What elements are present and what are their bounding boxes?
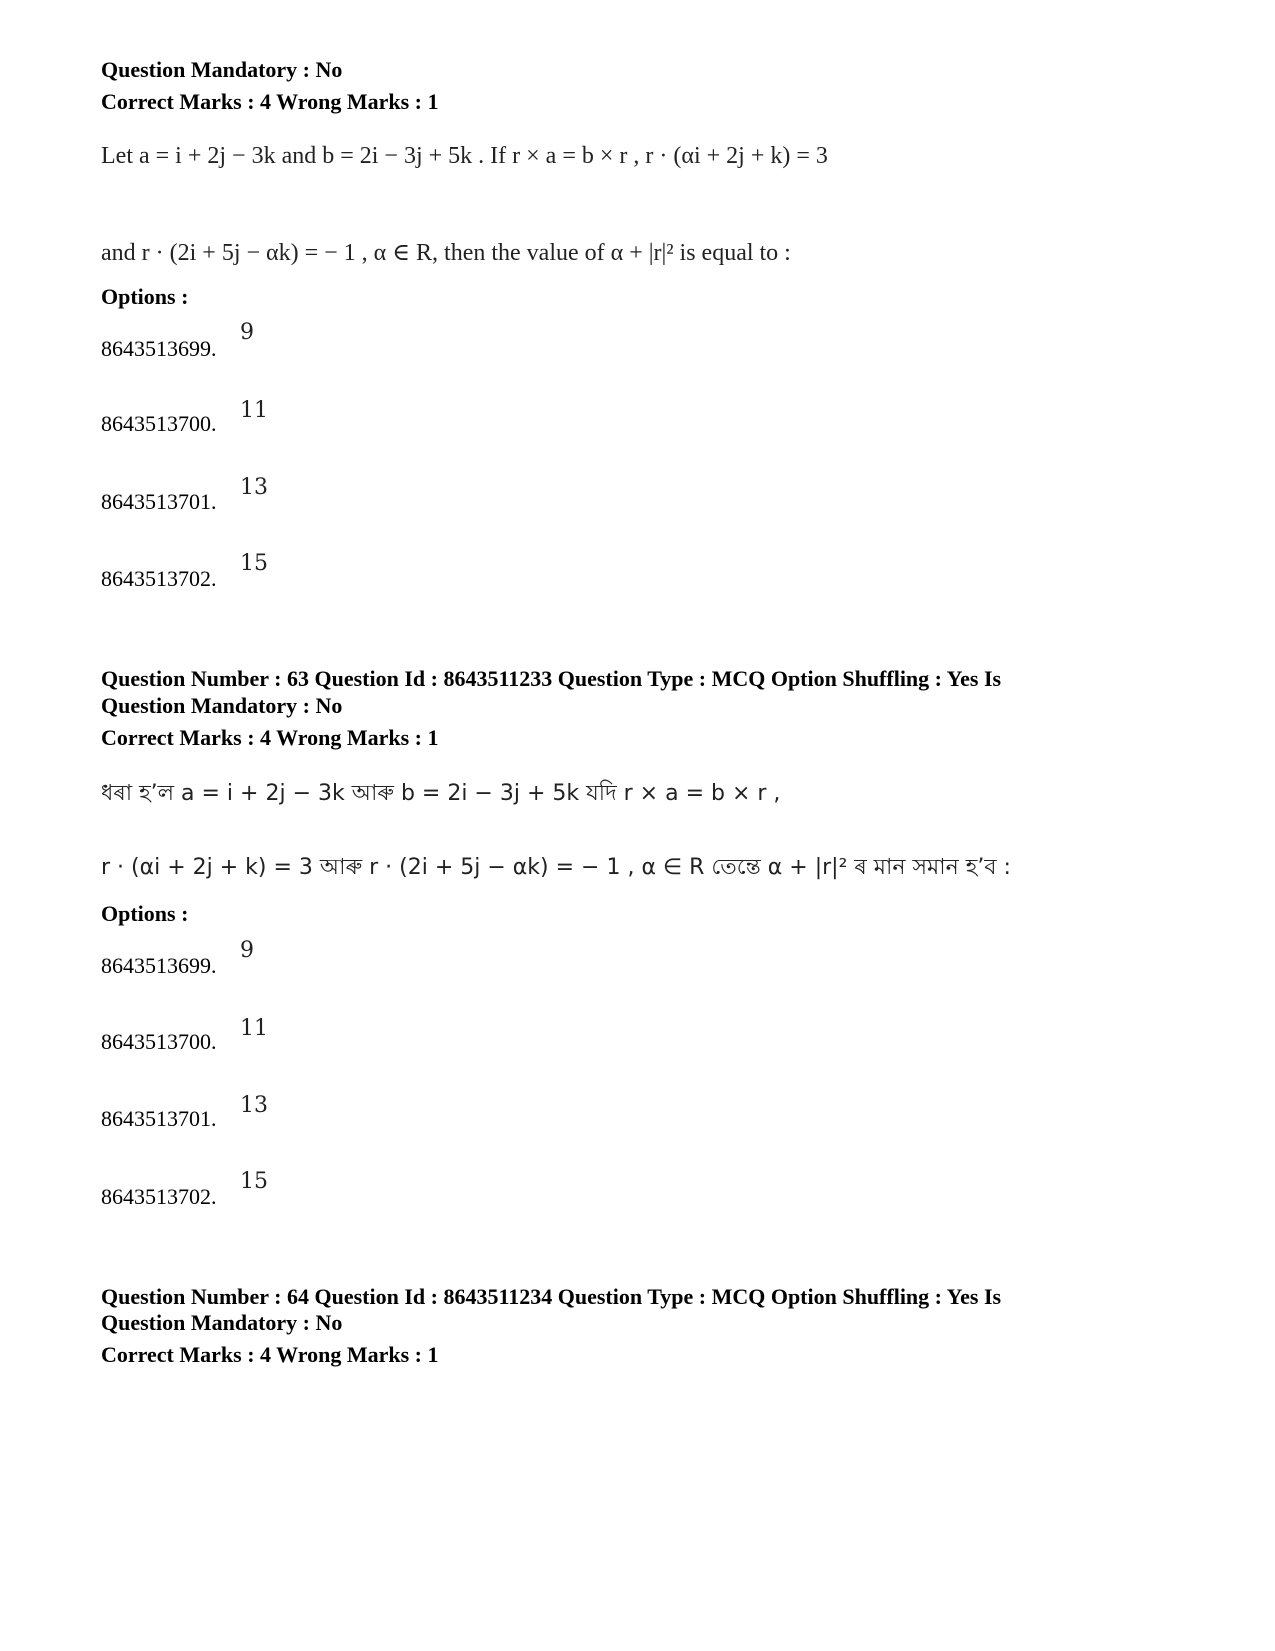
option-value: 13	[240, 475, 268, 500]
option-id: 8643513702.	[101, 1184, 217, 1209]
option-id: 8643513700.	[101, 1029, 217, 1054]
option-value: 15	[240, 551, 268, 576]
question-mandatory: Question Mandatory : No	[101, 693, 343, 718]
question-header: Question Number : 64 Question Id : 8643511234 Question Type : MCQ Option Shuffling : Yes Is	[101, 1284, 1002, 1309]
question-text-line: Let a = i + 2j − 3k and b = 2i − 3j + 5k . If r × a = b × r , r · (αi + 2j + k) = 3	[101, 143, 828, 169]
option-id: 8643513700.	[101, 411, 217, 436]
question-marks: Correct Marks : 4 Wrong Marks : 1	[101, 725, 439, 750]
option-value: 9	[240, 320, 254, 345]
option-id: 8643513702.	[101, 566, 217, 591]
option-value: 11	[240, 1016, 268, 1041]
option-id: 8643513701.	[101, 1106, 217, 1131]
question-text-line: and r · (2i + 5j − αk) = − 1 , α ∈ R, then the value of α + |r|² is equal to :	[101, 240, 791, 266]
option-value: 9	[240, 938, 254, 963]
options-label: Options :	[101, 901, 189, 926]
option-value: 11	[240, 398, 268, 423]
option-id: 8643513699.	[101, 953, 217, 978]
question-marks: Correct Marks : 4 Wrong Marks : 1	[101, 1342, 439, 1367]
option-value: 15	[240, 1169, 268, 1194]
question-marks: Correct Marks : 4 Wrong Marks : 1	[101, 89, 439, 114]
question-header: Question Number : 63 Question Id : 8643511233 Question Type : MCQ Option Shuffling : Yes Is	[101, 666, 1002, 691]
question-text-line: r · (αi + 2j + k) = 3 আৰু r · (2i + 5j − αk) = − 1 , α ∈ R তেন্তে α + |r|² ৰ মান সমান হ’ব :	[101, 855, 1011, 880]
question-text-line: ধৰা হ’ল a = i + 2j − 3k আৰু b = 2i − 3j + 5k যদি r × a = b × r ,	[101, 781, 781, 806]
option-id: 8643513701.	[101, 489, 217, 514]
option-id: 8643513699.	[101, 336, 217, 361]
question-mandatory: Question Mandatory : No	[101, 1310, 343, 1335]
option-value: 13	[240, 1093, 268, 1118]
options-label: Options :	[101, 284, 189, 309]
question-mandatory: Question Mandatory : No	[101, 57, 343, 82]
